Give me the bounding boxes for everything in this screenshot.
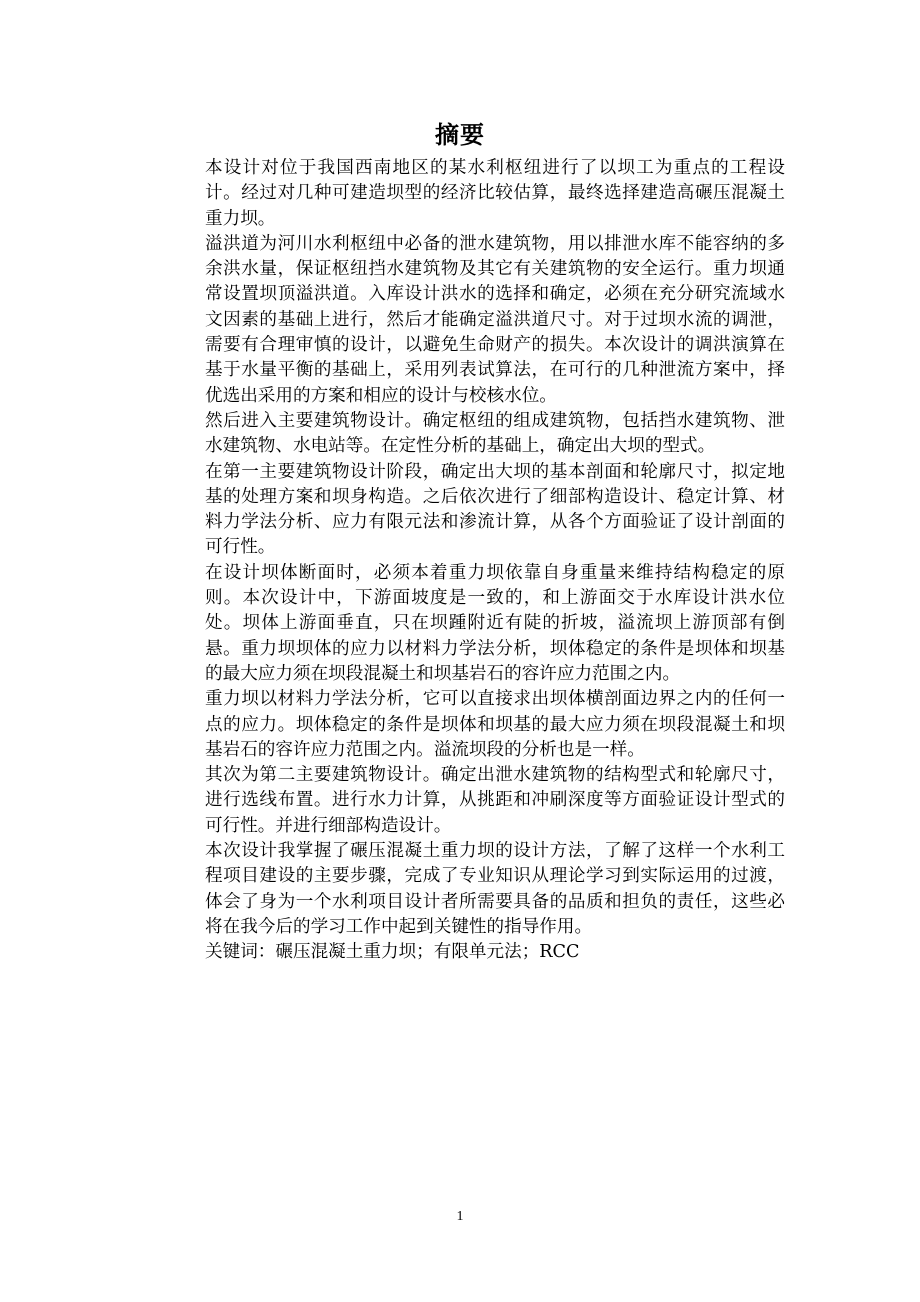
abstract-paragraph-1: 本设计对位于我国西南地区的某水利枢纽进行了以坝工为重点的工程设计。经过对几种可建造坝型的经济比较估算，最终选择建造高碾压混凝土重力坝。 [205, 158, 785, 229]
abstract-paragraph-5: 在设计坝体断面时，必须本着重力坝依靠自身重量来维持结构稳定的原则。本次设计中，下游面坡度是一致的，和上游面交于水库设计洪水位处。坝体上游面垂直，只在坝踵附近有陡的折坡，溢流坝上游顶部有倒悬。重力坝坝体的应力以材料力学法分析，坝体稳定的条件是坝体和坝基的最大应力须在坝段混凝土和坝基岩石的容许应力范围之内。 [205, 562, 785, 684]
page-number: 1 [456, 1209, 464, 1224]
abstract-paragraph-6: 重力坝以材料力学法分析，它可以直接求出坝体横剖面边界之内的任何一点的应力。坝体稳定的条件是坝体和坝基的最大应力须在坝段混凝土和坝基岩石的容许应力范围之内。溢流坝段的分析也是一样。 [205, 689, 785, 760]
abstract-body [205, 156, 785, 966]
abstract-paragraph-7: 其次为第二主要建筑物设计。确定出泄水建筑物的结构型式和轮廓尺寸，进行选线布置。进行水力计算，从挑距和冲刷深度等方面验证设计型式的可行性。并进行细部构造设计。 [205, 765, 785, 836]
abstract-paragraph-8: 本次设计我掌握了碾压混凝土重力坝的设计方法，了解了这样一个水利工程项目建设的主要步骤，完成了专业知识从理论学习到实际运用的过渡，体会了身为一个水利项目设计者所需要具备的品质和担负的责任，这些必将在我今后的学习工作中起到关键性的指导作用。 [205, 841, 785, 937]
abstract-paragraph-3: 然后进入主要建筑物设计。确定枢纽的组成建筑物，包括挡水建筑物、泄水建筑物、水电站等。在定性分析的基础上，确定出大坝的型式。 [205, 410, 785, 457]
keywords-label: 关键词： [205, 942, 276, 963]
keywords-value: 碾压混凝土重力坝；有限单元法；RCC [275, 942, 580, 963]
abstract-paragraph-4: 在第一主要建筑物设计阶段，确定出大坝的基本剖面和轮廓尺寸，拟定地基的处理方案和坝身构造。之后依次进行了细部构造设计、稳定计算、材料力学法分析、应力有限元法和渗流计算，从各个方面验证了设计剖面的可行性。 [205, 461, 785, 558]
keywords-line [205, 940, 785, 965]
abstract-paragraph-2: 溢洪道为河川水利枢纽中必备的泄水建筑物，用以排泄水库不能容纳的多余洪水量，保证枢纽挡水建筑物及其它有关建筑物的安全运行。重力坝通常设置坝顶溢洪道。入库设计洪水的选择和确定，必须在充分研究流域水文因素的基础上进行，然后才能确定溢洪道尺寸。对于过坝水流的调泄，需要有合理审慎的设计，以避免生命财产的损失。本次设计的调洪演算在基于水量平衡的基础上，采用列表试算法，在可行的几种泄流方案中，择优选出采用的方案和相应的设计与校核水位。 [205, 233, 785, 406]
page-title: 摘要 [435, 121, 485, 149]
